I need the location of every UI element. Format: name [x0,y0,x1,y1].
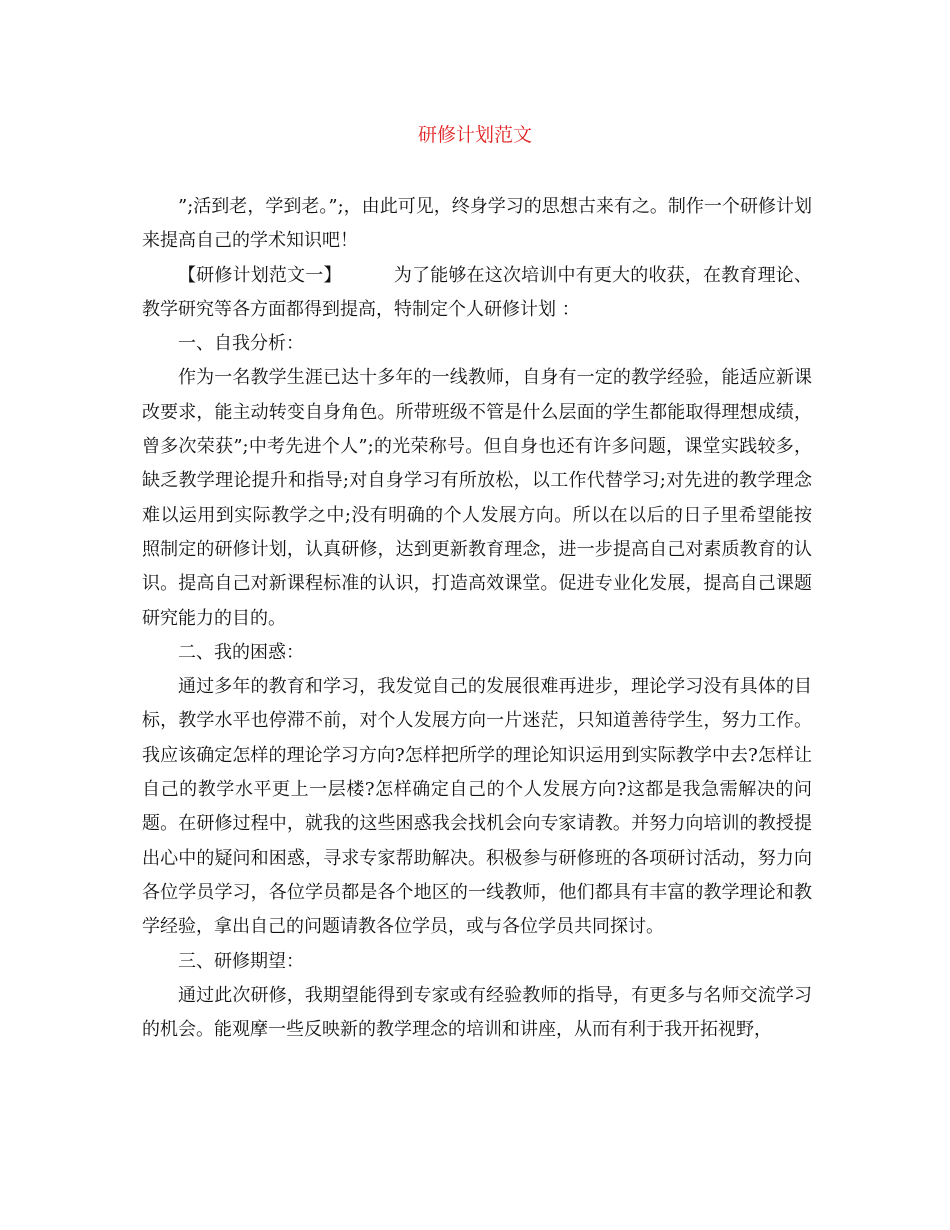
intro-paragraph: ”;活到老，学到老。”;，由此可见，终身学习的思想古来有之。制作一个研修计划来提高自己的学术知识吧！ [142,196,812,252]
section1-body: 作为一名教学生涯已达十多年的一线教师，自身有一定的教学经验，能适应新课改要求，能主动转变自身角色。所带班级不管是什么层面的学生都能取得理想成绩，曾多次荣获”;中考先进个人”;的光荣称号。但自身也还有许多问题，课堂实践较多，缺乏教学理论提升和指导;对自身学习有所放松，以工作代替学习;对先进的教学理念难以运用到实际教学之中;没有明确的个人发展方向。所以在以后的日子里希望能按照制定的研修计划，认真研修，达到更新教育理念，进一步提高自己对素质教育的认识。提高自己对新课程标准的认识，打造高效课堂。促进专业化发展，提高自己课题研究能力的目的。 [142,367,812,629]
sample-intro-text: 为了能够在这次培训中有更大的收获，在教育理论、教学研究等各方面都得到提高，特制定个人研修计划 ： [142,264,812,320]
sample-heading: 【研修计划范文一】 [178,264,342,286]
section2-heading: 二、我的困惑： [178,641,304,663]
section3-heading: 三、研修期望： [178,950,304,972]
document-body [142,190,812,1047]
section3-body: 通过此次研修，我期望能得到专家或有经验教师的指导，有更多与名师交流学习的机会。能观摩一些反映新的教学理念的培训和讲座，从而有利于我开拓视野， [142,984,812,1041]
sample-intro-paragraph [142,259,812,328]
section2-body: 通过多年的教育和学习，我发觉自己的发展很难再进步，理论学习没有具体的目标，教学水平也停滞不前，对个人发展方向一片迷茫，只知道善待学生，努力工作。我应该确定怎样的理论学习方向?怎样把所学的理论知识运用到实际教学中去?怎样让自己的教学水平更上一层楼?怎样确定自己的个人发展方向?这都是我急需解决的问题。在研修过程中，就我的这些困惑我会找机会向专家请教。并努力向培训的教授提出心中的疑问和困惑，寻求专家帮助解决。积极参与研修班的各项研讨活动，努力向各位学员学习，各位学员都是各个地区的一线教师，他们都具有丰富的教学理论和教学经验，拿出自己的问题请教各位学员，或与各位学员共同探讨。 [142,676,812,938]
document-title: 研修计划范文 [417,124,532,146]
section1-heading: 一、自我分析： [178,333,304,355]
